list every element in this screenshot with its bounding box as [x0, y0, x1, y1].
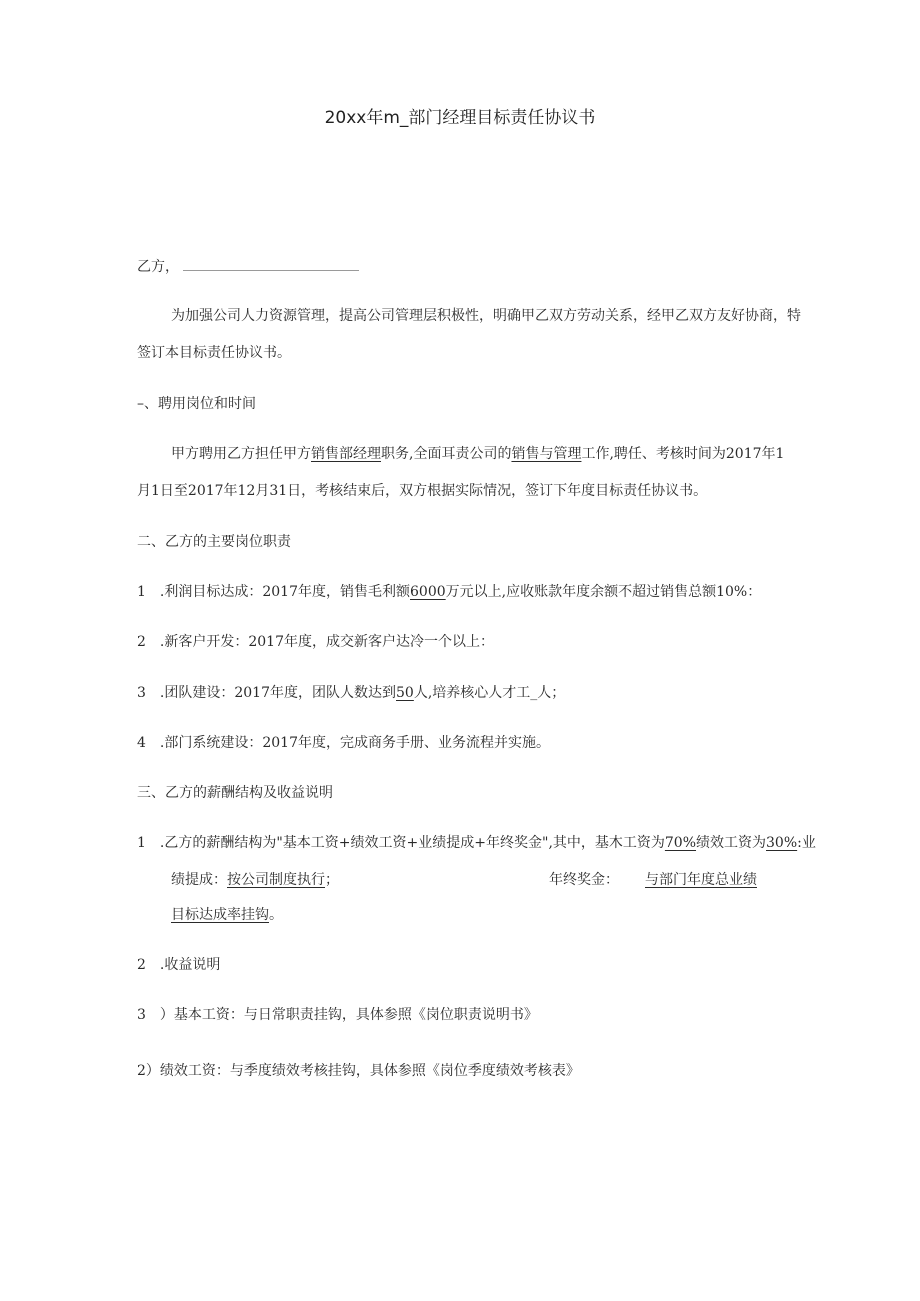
item-number: 1 — [137, 584, 146, 600]
s3-base-pct: 70% — [664, 835, 697, 851]
s3-l2-d: 年终奖金： — [549, 872, 619, 888]
section3-heading: 三、乙方的薪酬结构及收益说明 — [137, 785, 333, 801]
party-b-line — [137, 257, 359, 277]
s3-bonus-rule-cont: 目标达成率挂钩 — [171, 907, 269, 923]
item-number: 3 — [137, 685, 146, 701]
s1-work: 销售与管理 — [511, 446, 582, 462]
s3-item1-c: 绩效工资为 — [696, 835, 767, 851]
item-number: 2 — [137, 634, 146, 650]
section1-heading: –、聘用岗位和时间 — [137, 396, 256, 412]
s1-position: 销售部经理 — [311, 446, 381, 462]
section3-item-4: 2）绩效工资：与季度绩效考核挂钩，具体参照《岗位季度绩效考核表》 — [137, 1063, 580, 1079]
s3-l3-b: 。 — [269, 907, 283, 923]
item-number: 4 — [137, 735, 146, 751]
section3-item-1-line-3 — [171, 905, 283, 925]
s2-item1-a: .利润目标达成：2017年度，销售毛利额 — [159, 584, 411, 600]
s1-text-a: 甲方聘用乙方担任甲方 — [171, 446, 311, 462]
section2-item-4 — [137, 733, 550, 753]
s3-item2-text: .收益说明 — [159, 957, 221, 973]
item-number: 3 — [137, 1007, 146, 1023]
party-b-blank — [183, 258, 359, 271]
s3-l2-c: ； — [325, 872, 339, 888]
section1-paragraph-line-1 — [171, 444, 784, 464]
section2-item-3 — [137, 683, 565, 703]
s3-bonus-rule: 与部门年度总业绩 — [645, 872, 757, 888]
s2-profit-amount: 6000 — [410, 584, 446, 600]
s3-item1-e: :业 — [797, 835, 816, 851]
s3-l2-a: 绩提成： — [171, 872, 227, 888]
section2-heading: 二、乙方的主要岗位职责 — [137, 534, 291, 550]
section1-paragraph-line-2: 月1日至2017年12月31日，考核结束后，双方根据实际情况，签订下年度目标责任协议书。 — [137, 483, 708, 499]
s2-item3-c: 人,培养核心人才工_人； — [413, 685, 566, 701]
section3-item-1-line-1 — [137, 833, 816, 853]
s2-team-size: 50 — [396, 685, 414, 701]
item-number: 1 — [137, 835, 146, 851]
document-title: 20xx年m_部门经理目标责任协议书 — [324, 108, 596, 128]
s1-text-e: 工作,聘任、考核时间为2017年1 — [581, 446, 785, 462]
party-b-label: 乙方， — [137, 259, 179, 275]
s2-item1-c: 万元以上,应收账款年度余额不超过销售总额10%： — [445, 584, 762, 600]
s3-perf-pct: 30% — [766, 835, 798, 851]
s3-item1-a: .乙方的薪酬结构为"基本工资+绩效工资+业绩提成+年终奖金",其中，基木工资为 — [159, 835, 665, 851]
s1-text-c: 职务,全面耳责公司的 — [381, 446, 512, 462]
section2-item-2 — [137, 632, 494, 652]
s3-commission-rule: 按公司制度执行 — [227, 872, 325, 888]
s2-item4-text: .部门系统建设：2017年度，完成商务手册、业务流程并实施。 — [159, 735, 550, 751]
item-number: 2 — [137, 957, 146, 973]
s2-item2-text: .新客户开发：2017年度，成交新客户达冷一个以上： — [159, 634, 494, 650]
section3-item-2 — [137, 955, 220, 975]
section3-item-1-line-2 — [171, 870, 339, 890]
s2-item3-a: .团队建设：2017年度，团队人数达到 — [159, 685, 397, 701]
intro-line-2: 签订本目标责任协议书。 — [137, 345, 291, 361]
intro-line-1: 为加强公司人力资源管理，提高公司管理层积极性，明确甲乙双方劳动关系，经甲乙双方友好协商，特 — [171, 308, 801, 324]
section3-item-1-line-2-bonus — [549, 870, 757, 890]
section2-item-1 — [137, 582, 761, 602]
s3-item3-text: ）基本工资：与日常职责挂钩，具体参照《岗位职责说明书》 — [159, 1007, 538, 1023]
section3-item-3 — [137, 1005, 538, 1025]
